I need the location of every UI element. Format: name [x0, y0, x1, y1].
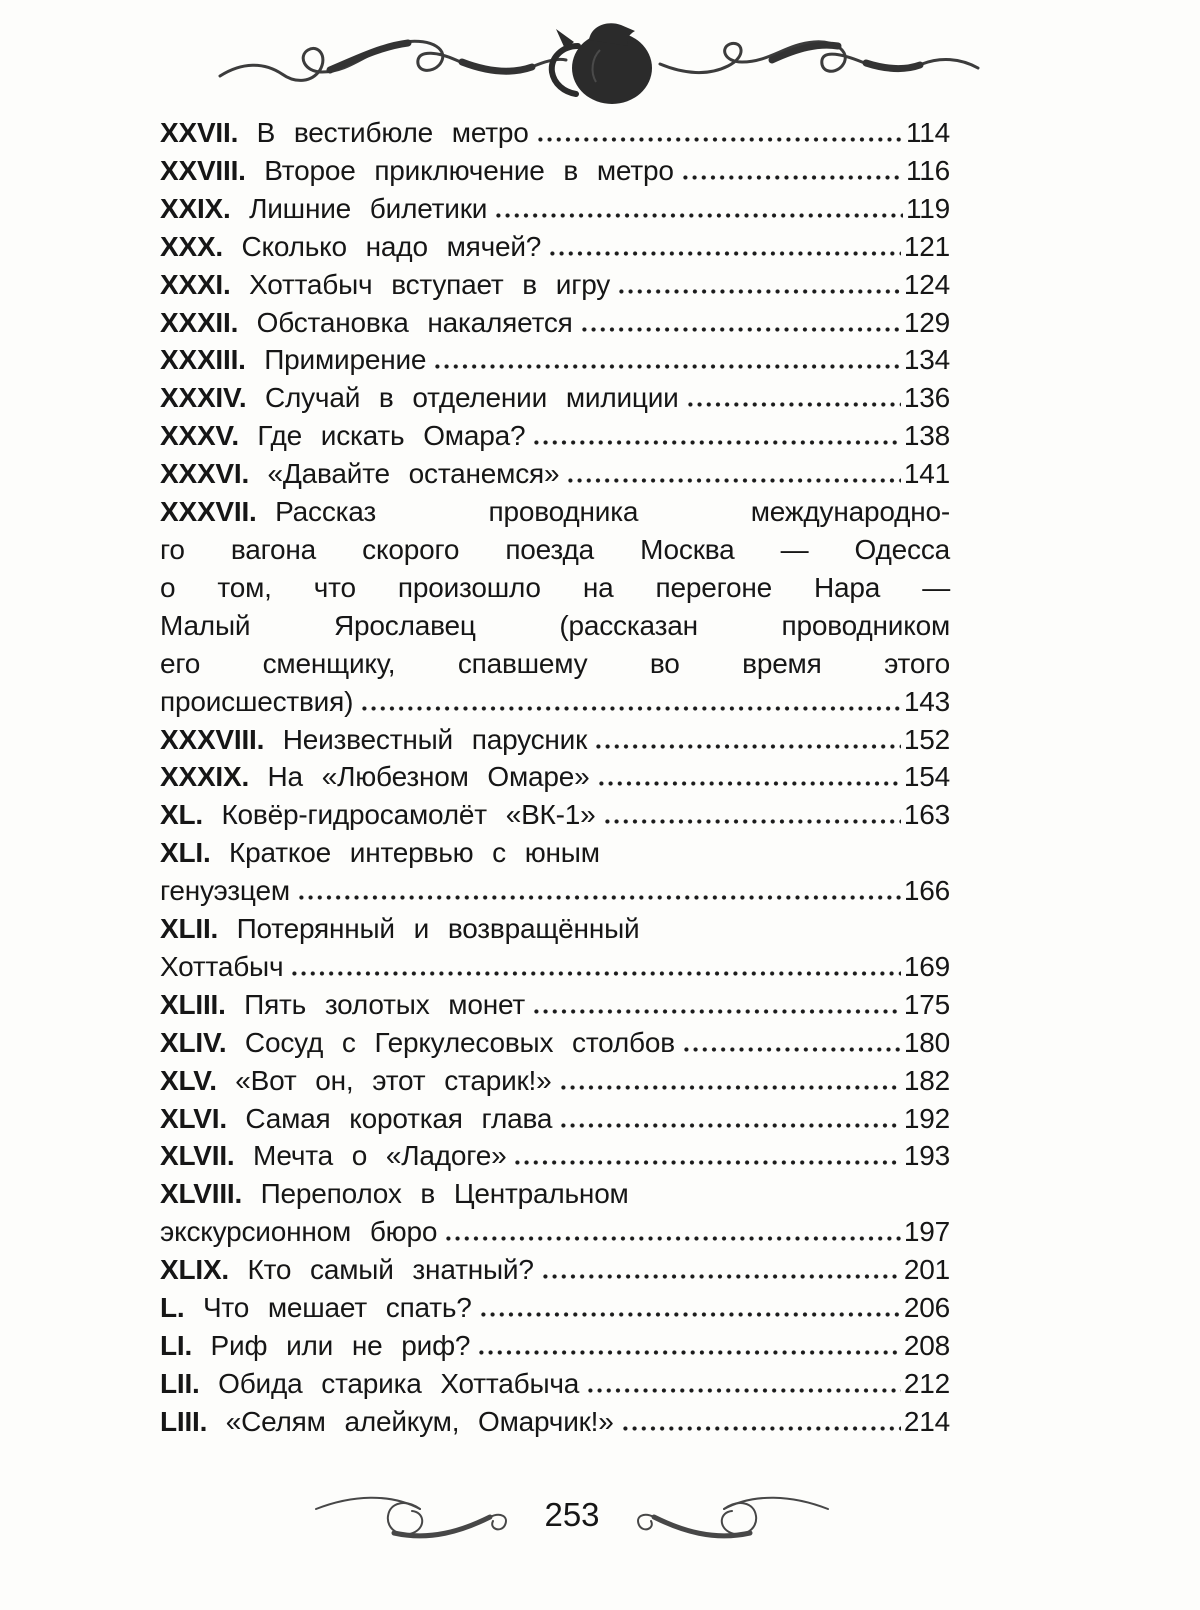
- chapter-numeral: XLI.: [160, 837, 211, 869]
- toc-entry: [160, 1403, 950, 1441]
- toc-entry: [160, 266, 950, 304]
- chapter-page-number: 206: [903, 1292, 950, 1324]
- chapter-numeral: XLV.: [160, 1064, 217, 1096]
- chapter-numeral: XXIX.: [160, 192, 231, 224]
- chapter-title-text: о том, что произошло на перегоне Нара —: [160, 571, 950, 603]
- chapter-title-text: Обстановка накаляется: [256, 306, 573, 338]
- dot-leader: [605, 819, 901, 824]
- toc-entry: [160, 417, 950, 455]
- dot-leader: [561, 1085, 901, 1090]
- chapter-title-text: Ковёр-гидросамолёт «ВК-1»: [221, 799, 596, 831]
- chapter-title-text: «Селям алейкум, Омарчик!»: [225, 1405, 614, 1437]
- toc-entry: [160, 1289, 950, 1327]
- chapter-page-number: 193: [903, 1140, 950, 1172]
- toc-entry: [160, 341, 950, 379]
- dot-leader: [481, 1312, 901, 1317]
- chapter-page-number: 136: [903, 382, 950, 414]
- toc-line: [160, 607, 950, 645]
- toc-entry: [160, 1062, 950, 1100]
- book-page: [0, 10, 1200, 1547]
- toc-line: [160, 1251, 950, 1289]
- chapter-numeral: XXXVIII.: [160, 723, 265, 755]
- toc-line: [160, 228, 950, 266]
- chapter-title-text: «Давайте останемся»: [267, 458, 560, 490]
- chapter-numeral: XLVI.: [160, 1102, 227, 1134]
- chapter-page-number: 119: [905, 192, 950, 224]
- toc-line: [160, 1024, 950, 1062]
- chapter-numeral: XXVIII.: [160, 154, 246, 186]
- chapter-page-number: 152: [903, 723, 950, 755]
- toc-line: [160, 493, 950, 531]
- toc-entry: [160, 114, 950, 152]
- chapter-numeral: XXXVI.: [160, 458, 250, 490]
- dot-leader: [599, 781, 901, 786]
- toc-entry: [160, 910, 950, 986]
- chapter-page-number: 143: [903, 685, 950, 717]
- chapter-page-number: 124: [903, 268, 950, 300]
- chapter-page-number: 116: [905, 154, 950, 186]
- toc-line: [160, 1175, 950, 1213]
- chapter-numeral: LI.: [160, 1330, 193, 1361]
- chapter-page-number: 121: [903, 230, 950, 262]
- chapter-title-text: Что мешает спать?: [202, 1292, 472, 1324]
- toc-line: [160, 834, 950, 872]
- toc-entry: [160, 834, 950, 910]
- chapter-numeral: XXXVII.: [160, 496, 257, 528]
- toc-line: [160, 1327, 950, 1365]
- chapter-numeral: XXXIII.: [160, 344, 246, 376]
- toc-line: [160, 304, 950, 342]
- toc-entry: [160, 455, 950, 493]
- chapter-numeral: LII.: [160, 1367, 200, 1399]
- toc-line: [160, 948, 950, 986]
- toc-line: [160, 569, 950, 607]
- chapter-page-number: 214: [903, 1405, 950, 1437]
- chapter-numeral: XXXII.: [160, 306, 239, 338]
- chapter-page-number: 129: [903, 306, 950, 338]
- toc-line: [160, 266, 950, 304]
- chapter-title-text: Случай в отделении милиции: [264, 382, 679, 414]
- dot-leader: [688, 402, 901, 407]
- chapter-page-number: 201: [903, 1254, 950, 1286]
- toc-line: [160, 531, 950, 569]
- chapter-numeral: L.: [160, 1292, 185, 1324]
- toc-line: [160, 910, 950, 948]
- chapter-numeral: XL.: [160, 799, 203, 831]
- toc-line: [160, 114, 950, 152]
- chapter-numeral: XLVIII.: [160, 1178, 243, 1210]
- chapter-page-number: 182: [903, 1064, 950, 1096]
- toc-entry: [160, 152, 950, 190]
- chapter-title-text: Сколько надо мячей?: [241, 230, 542, 262]
- chapter-page-number: 180: [903, 1026, 950, 1058]
- chapter-title-text: Где искать Омара?: [257, 420, 526, 452]
- chapter-title-text: Мечта о «Ладоге»: [252, 1140, 507, 1172]
- chapter-title-text: Неизвестный парусник: [282, 723, 588, 755]
- toc-entry: [160, 1100, 950, 1138]
- toc-line: [160, 796, 950, 834]
- page-number: 253: [544, 1495, 600, 1533]
- toc-line: [160, 1403, 950, 1441]
- chapter-title-text: Потерянный и возвращённый: [236, 913, 640, 945]
- dot-leader: [623, 1426, 901, 1431]
- chapter-page-number: 154: [903, 761, 950, 793]
- chapter-numeral: XLVII.: [160, 1140, 235, 1172]
- toc-line: [160, 1289, 950, 1327]
- footer-flourish-left-icon: [312, 1483, 532, 1547]
- toc-entry: [160, 379, 950, 417]
- chapter-title-text: «Вот он, этот старик!»: [235, 1064, 552, 1096]
- dot-leader: [496, 213, 903, 218]
- toc-line: [160, 645, 950, 683]
- dot-leader: [292, 971, 901, 976]
- chapter-page-number: 114: [905, 117, 950, 148]
- toc-line: [160, 1365, 950, 1403]
- page-footer: [0, 1483, 1172, 1547]
- dot-leader: [596, 744, 901, 749]
- toc-line: [160, 417, 950, 455]
- chapter-page-number: 166: [903, 875, 950, 907]
- chapter-numeral: XXXV.: [160, 420, 239, 452]
- chapter-numeral: XLIV.: [160, 1026, 227, 1058]
- chapter-title-text: его сменщику, спавшему во время этого: [160, 647, 950, 679]
- toc-line: [160, 190, 950, 228]
- chapter-numeral: XLIII.: [160, 988, 226, 1020]
- toc-line: [160, 758, 950, 796]
- chapter-title-text: Малый Ярославец (рассказан проводником: [160, 609, 950, 641]
- dot-leader: [538, 137, 903, 142]
- dot-leader: [568, 478, 901, 483]
- dot-leader: [550, 251, 901, 256]
- toc-entry: [160, 1024, 950, 1062]
- chapter-title-text: го вагона скорого поезда Москва — Одесса: [160, 533, 950, 565]
- chapter-title-text: Примирение: [264, 344, 427, 376]
- chapter-numeral: XLII.: [160, 913, 219, 945]
- chapter-page-number: 169: [903, 950, 950, 982]
- chapter-numeral: XLIX.: [160, 1254, 230, 1286]
- chapter-page-number: 163: [903, 799, 950, 831]
- chapter-title-text: На «Любезном Омаре»: [267, 761, 590, 793]
- chapter-numeral: XXXIX.: [160, 761, 250, 793]
- chapter-numeral: XXXIV.: [160, 382, 247, 414]
- chapter-numeral: XXX.: [160, 230, 224, 262]
- toc-line: [160, 872, 950, 910]
- chapter-title-text: Обида старика Хоттабыча: [218, 1367, 580, 1399]
- toc-line: [160, 341, 950, 379]
- toc-line: [160, 1100, 950, 1138]
- chapter-title-text: генуэзцем: [160, 875, 290, 907]
- chapter-page-number: 197: [903, 1216, 950, 1248]
- toc-entry: [160, 721, 950, 759]
- chapter-title-text: происшествия): [160, 685, 354, 717]
- chapter-numeral: LIII.: [160, 1405, 208, 1437]
- toc-line: [160, 1137, 950, 1175]
- chapter-title-text: Сосуд с Геркулесовых столбов: [244, 1026, 675, 1058]
- dot-leader: [479, 1350, 901, 1355]
- chapter-numeral: XXXI.: [160, 268, 231, 300]
- dot-leader: [683, 175, 903, 180]
- toc-entry: [160, 1365, 950, 1403]
- dot-leader: [588, 1388, 901, 1393]
- chapter-page-number: 192: [903, 1102, 950, 1134]
- chapter-title-text: Самая короткая глава: [245, 1102, 553, 1134]
- chapter-page-number: 175: [903, 988, 950, 1020]
- jug-icon: [552, 23, 652, 104]
- toc-entry: [160, 1251, 950, 1289]
- dot-leader: [299, 895, 901, 900]
- toc-entry: [160, 1137, 950, 1175]
- chapter-page-number: 134: [903, 344, 950, 376]
- dot-leader: [515, 1160, 900, 1165]
- dot-leader: [684, 1047, 901, 1052]
- chapter-numeral: XXVII.: [160, 117, 239, 148]
- dot-leader: [543, 1274, 901, 1279]
- toc-entry: [160, 190, 950, 228]
- toc-entry: [160, 1327, 950, 1365]
- dot-leader: [582, 327, 901, 332]
- chapter-page-number: 141: [903, 458, 950, 490]
- toc-line: [160, 1213, 950, 1251]
- table-of-contents: [160, 114, 950, 1441]
- chapter-page-number: 208: [903, 1330, 950, 1361]
- chapter-title-text: Кто самый знатный?: [247, 1254, 534, 1286]
- chapter-title-text: Краткое интервью с юным: [229, 837, 600, 869]
- dot-leader: [619, 289, 901, 294]
- chapter-title-text: Пять золотых монет: [244, 988, 526, 1020]
- chapter-title-text: Риф или не риф?: [210, 1330, 471, 1361]
- chapter-title-text: Переполох в Центральном: [260, 1178, 629, 1210]
- toc-entry: [160, 986, 950, 1024]
- chapter-title-text: Хоттабыч: [160, 950, 284, 982]
- chapter-title-text: Второе приключение в метро: [264, 154, 674, 186]
- toc-entry: [160, 1175, 950, 1251]
- chapter-page-number: 212: [903, 1367, 950, 1399]
- chapter-title-text: экскурсионном бюро: [160, 1216, 438, 1248]
- toc-line: [160, 986, 950, 1024]
- dot-leader: [435, 364, 901, 369]
- toc-entry: [160, 493, 950, 720]
- dot-leader: [534, 440, 901, 445]
- toc-entry: [160, 304, 950, 342]
- toc-line: [160, 455, 950, 493]
- chapter-title-text: Лишние билетики: [249, 192, 488, 224]
- footer-flourish-right-icon: [612, 1483, 832, 1547]
- chapter-title-text: Рассказ проводника международно-: [275, 496, 950, 528]
- toc-line: [160, 721, 950, 759]
- header-flourish-ornament: [212, 10, 988, 106]
- chapter-title-text: Хоттабыч вступает в игру: [249, 268, 611, 300]
- toc-entry: [160, 758, 950, 796]
- dot-leader: [362, 706, 901, 711]
- dot-leader: [534, 1009, 901, 1014]
- toc-line: [160, 379, 950, 417]
- toc-line: [160, 1062, 950, 1100]
- toc-line: [160, 152, 950, 190]
- dot-leader: [561, 1123, 901, 1128]
- toc-line: [160, 683, 950, 721]
- header-flourish-icon: [212, 10, 988, 106]
- chapter-page-number: 138: [903, 420, 950, 452]
- chapter-title-text: В вестибюле метро: [256, 117, 529, 148]
- toc-entry: [160, 228, 950, 266]
- toc-entry: [160, 796, 950, 834]
- dot-leader: [446, 1236, 901, 1241]
